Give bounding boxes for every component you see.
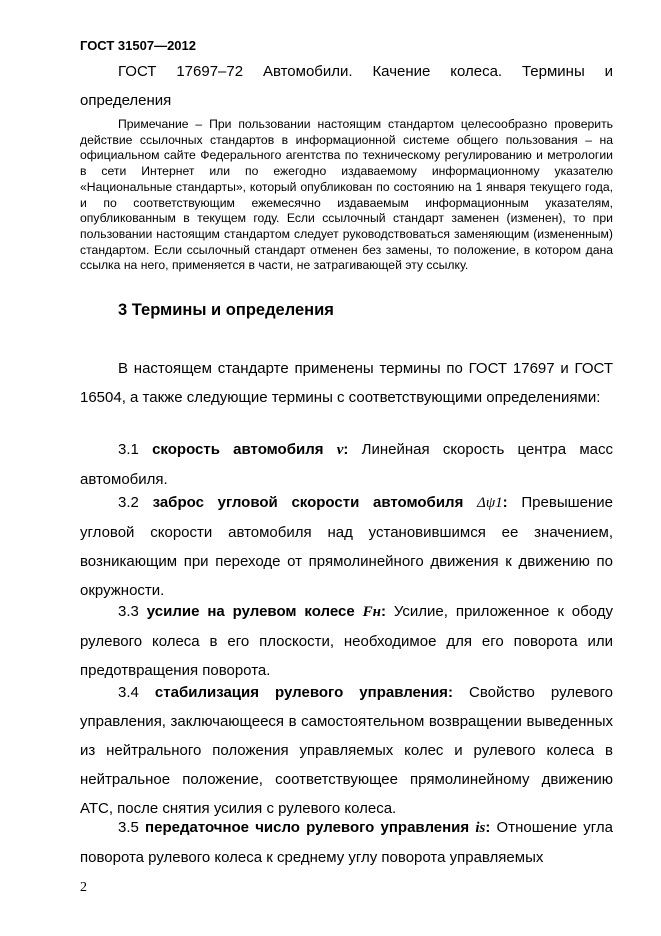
term-definition: Линейная скорость центра масс автомобиля. <box>80 441 613 488</box>
term-symbol: v <box>336 442 344 458</box>
intro-paragraph: В настоящем стандарте применены термины по ГОСТ 17697 и ГОСТ 16504, а также следующие термины с соответствующими определениями: <box>80 360 613 406</box>
term-item: 3.2 заброс угловой скорости автомобиля Δψ1: Превышение угловой скорости автомобиля над установившимся ее значением, возникающим при переходе от прямолинейного движения к движению по окружности. <box>80 494 613 599</box>
term-number: 3.1 <box>118 441 139 458</box>
term-item: 3.1 скорость автомобиля v: Линейная скорость центра масс автомобиля. <box>80 441 613 488</box>
term-item: 3.3 усилие на рулевом колесе Fн: Усилие, приложенное к ободу рулевого колеса в его плоскости, необходимое для его поворота или предотвращения поворота. <box>80 603 613 679</box>
section-title: 3 Термины и определения <box>118 301 334 319</box>
term-name: скорость автомобиля <box>152 441 324 458</box>
document-code-header: ГОСТ 31507—2012 <box>80 38 196 53</box>
term-number: 3.3 <box>118 603 139 620</box>
term-name: передаточное число рулевого управления <box>145 819 470 836</box>
term-name: стабилизация рулевого управления <box>154 684 448 701</box>
term-symbol: is <box>475 820 486 836</box>
term-name: усилие на рулевом колесе <box>146 603 355 620</box>
page-number: 2 <box>80 880 87 895</box>
term-item: 3.4 стабилизация рулевого управления: Свойство рулевого управления, заключающееся в самостоятельном возвращении выведенных из нейтрального положения управляемых колес и рулевого колеса в нейтральное положение, соответствующее прямолинейному движению АТС, после снятия усилия с рулевого колеса. <box>80 684 613 817</box>
note-paragraph: Примечание – При пользовании настоящим стандартом целесообразно проверить действие ссылочных стандартов в информационной системе общего пользования – на официальном сайте Федерального агентства по техническому регулированию и метрологии в сети Интернет или по ежегодно издаваемому информационному указателю «Национальные стандарты», который опубликован по состоянию на 1 января текущего года, и по соответствующим ежемесячно издаваемым информационным указателям, опубликованным в текущем году. Если ссылочный стандарт заменен (изменен), то при пользовании настоящим стандартом следует руководствоваться заменяющим (измененным) стандартом. Если ссылочный стандарт отменен без замены, то положение, в котором дана ссылка на него, применяется в части, не затрагивающей эту ссылку. <box>80 117 613 273</box>
term-definition: Отношение угла поворота рулевого колеса к среднему углу поворота управляемых <box>80 819 614 866</box>
term-symbol: Fн <box>362 604 381 620</box>
term-item: 3.5 передаточное число рулевого управления is: Отношение угла поворота рулевого колеса к среднему углу поворота управляемых <box>80 819 614 866</box>
term-definition: Свойство рулевого управления, заключающееся в самостоятельном возвращении выведенных из нейтрального положения управляемых колес и рулевого колеса в нейтральное положение, соответствующее прямолинейному движению АТС, после снятия усилия с рулевого колеса. <box>80 684 613 817</box>
term-definition: Превышение угловой скорости автомобиля над установившимся ее значением, возникающим при переходе от прямолинейного движения к движению по окружности. <box>80 494 613 599</box>
term-definition: Усилие, приложенное к ободу рулевого колеса в его плоскости, необходимое для его поворота или предотвращения поворота. <box>80 603 613 679</box>
term-number: 3.2 <box>118 494 139 511</box>
term-number: 3.4 <box>118 684 139 701</box>
term-number: 3.5 <box>118 819 139 836</box>
term-symbol: Δψ1 <box>477 495 503 511</box>
reference-gost-17697: ГОСТ 17697–72 Автомобили. Качение колеса. Термины и определения <box>80 63 613 109</box>
term-name: заброс угловой скорости автомобиля <box>152 494 464 511</box>
